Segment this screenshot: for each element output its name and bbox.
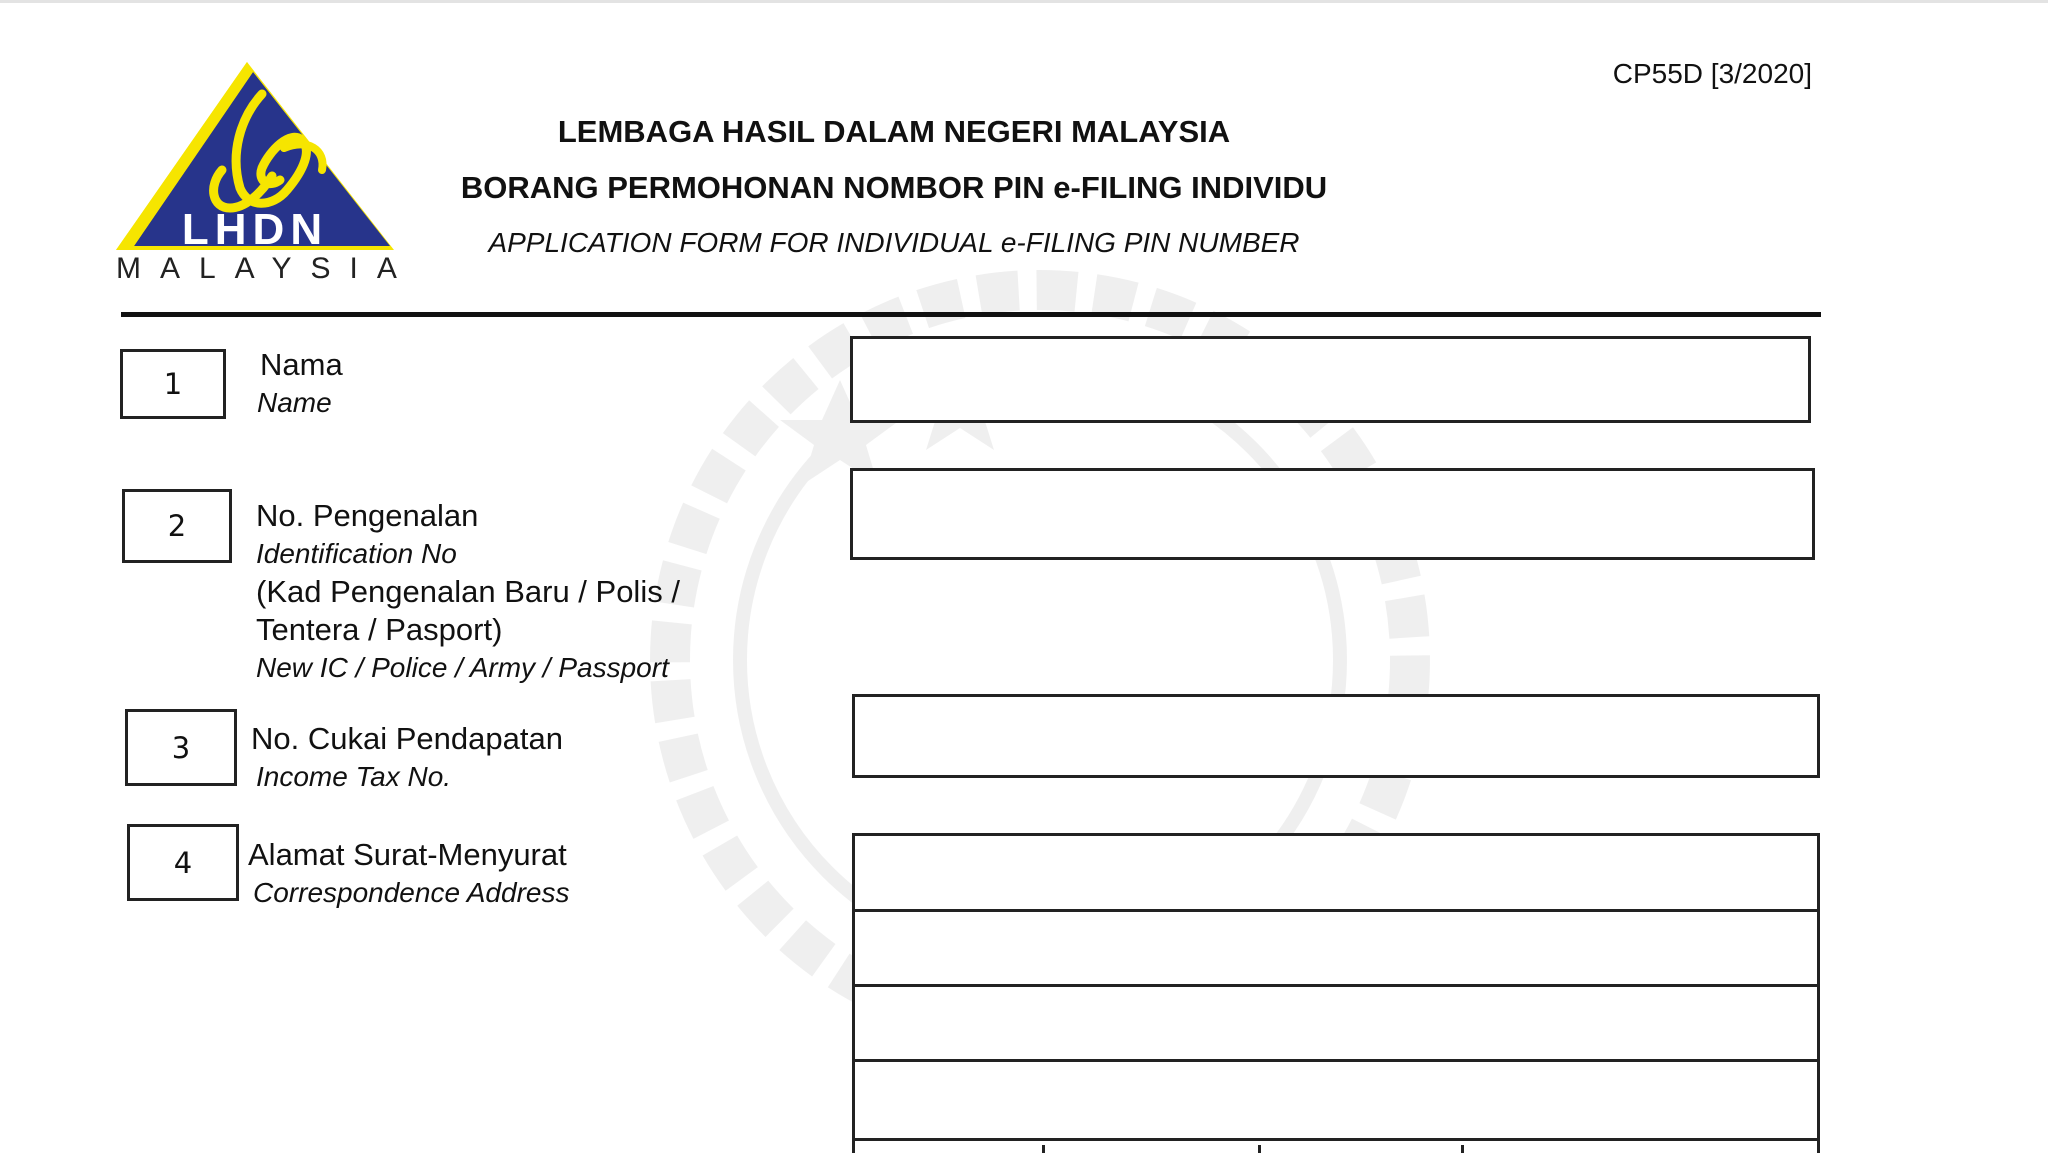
logo-wordmark: LHDN: [181, 205, 329, 254]
label-ms: Alamat Surat-Menyurat: [248, 837, 567, 872]
address-line-divider: [855, 1138, 1817, 1141]
address-postcode-tick: [1258, 1145, 1261, 1153]
label-en: Income Tax No.: [256, 761, 452, 792]
address-postcode-tick: [1461, 1145, 1464, 1153]
address-field[interactable]: [852, 833, 1820, 1153]
item-number-3: 3: [125, 709, 237, 786]
item-label-address: [248, 836, 569, 912]
label-en: Correspondence Address: [253, 877, 570, 908]
item-number-1: 1: [120, 349, 226, 419]
identification-field[interactable]: [850, 468, 1815, 560]
name-field[interactable]: [850, 336, 1811, 423]
label-ms: No. Cukai Pendapatan: [251, 721, 563, 756]
label-ms: Nama: [260, 347, 343, 382]
item-number-4: 4: [127, 824, 239, 901]
label-en: Identification No: [256, 538, 457, 569]
agency-title: LEMBAGA HASIL DALAM NEGERI MALAYSIA: [557, 114, 1231, 149]
address-line-divider: [855, 984, 1817, 987]
address-line-divider: [855, 1059, 1817, 1062]
label-note-ms-2: Tentera / Pasport): [256, 612, 503, 647]
address-line-divider: [855, 909, 1817, 912]
address-postcode-tick: [1042, 1145, 1045, 1153]
label-ms: No. Pengenalan: [256, 498, 479, 533]
form-title-en: APPLICATION FORM FOR INDIVIDUAL e-FILING PIN NUMBER: [488, 227, 1300, 258]
logo-country: MALAYSIA: [116, 252, 416, 285]
form-code: CP55D [3/2020]: [1612, 58, 1812, 89]
label-en: Name: [257, 387, 332, 418]
top-edge: [0, 0, 2048, 3]
item-label-name: [257, 346, 343, 422]
item-number-2: 2: [122, 489, 232, 563]
header-divider: [121, 312, 1821, 317]
label-note-en: New IC / Police / Army / Passport: [256, 652, 669, 683]
item-label-income-tax: [251, 720, 563, 796]
form-title-ms: BORANG PERMOHONAN NOMBOR PIN e-FILING INDIVIDU: [460, 170, 1328, 205]
label-note-ms-1: (Kad Pengenalan Baru / Polis /: [256, 574, 680, 609]
income-tax-field[interactable]: [852, 694, 1820, 778]
item-label-identification: [256, 497, 680, 687]
